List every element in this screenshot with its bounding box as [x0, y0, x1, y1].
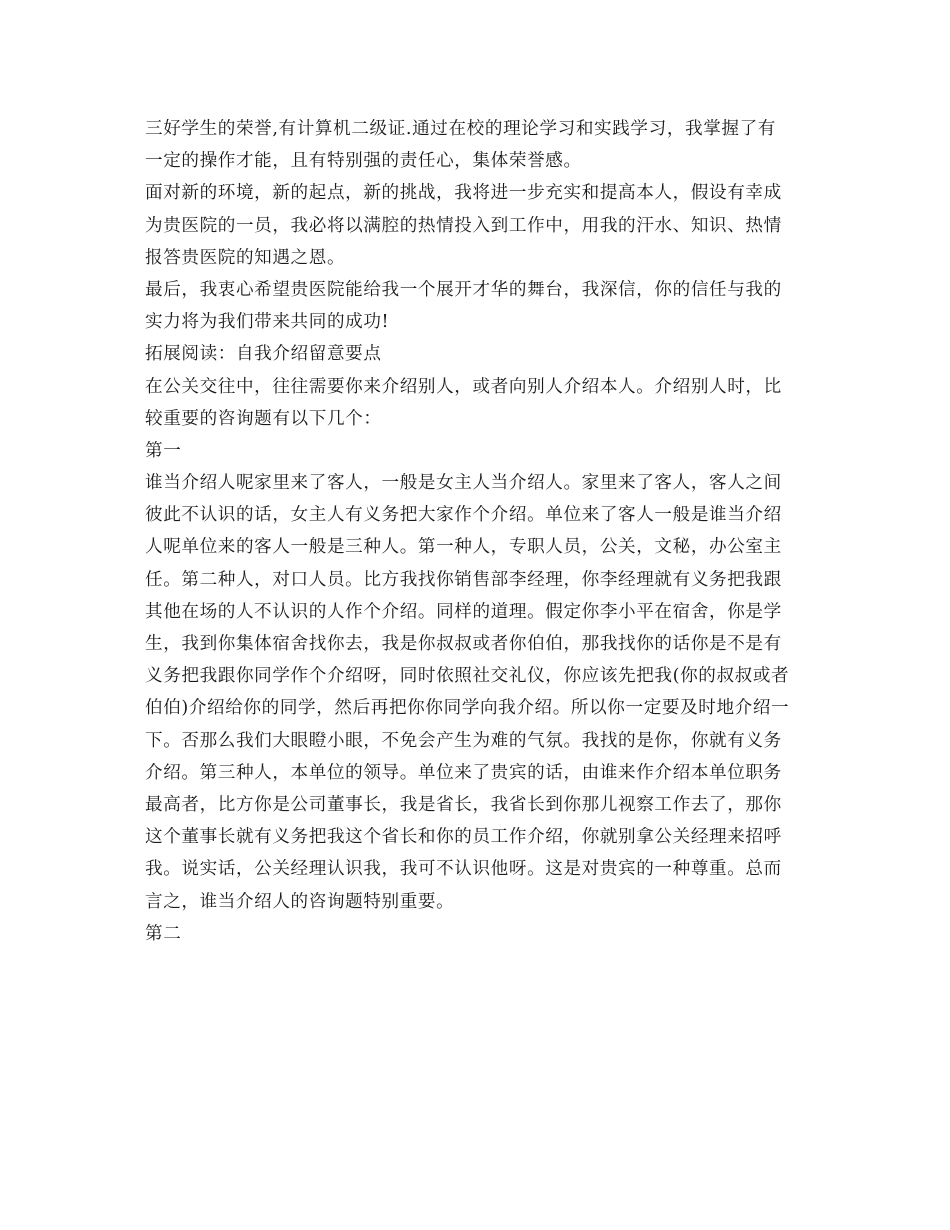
text-line: 介绍。第三种人，本单位的领导。单位来了贵宾的话，由谁来作介绍本单位职务: [145, 762, 782, 783]
text-line: 最高者，比方你是公司董事长，我是省长，我省长到你那儿视察工作去了，那你: [145, 794, 782, 815]
text-line: 三好学生的荣誉,有计算机二级证.通过在校的理论学习和实践学习，我掌握了有: [145, 119, 776, 139]
text-line: 下。否那么我们大眼瞪小眼，不免会产生为难的气氛。我找的是你，你就有义务: [145, 730, 782, 751]
subsection-heading: 第一: [145, 440, 182, 461]
text-line: 人呢单位来的客人一般是三种人。第一种人，专职人员，公关，文秘，办公室主: [145, 537, 782, 558]
text-line: 彼此不认识的话，女主人有义务把大家作个介绍。单位来了客人一般是谁当介绍: [145, 505, 782, 526]
text-line: 任。第二种人，对口人员。比方我找你销售部李经理，你李经理就有义务把我跟: [145, 569, 782, 590]
section-heading: 拓展阅读：自我介绍留意要点: [145, 344, 382, 365]
text-line: 谁当介绍人呢家里来了客人，一般是女主人当介绍人。家里来了客人，客人之间: [145, 473, 782, 494]
text-line: 为贵医院的一员，我必将以满腔的热情投入到工作中，用我的汗水、知识、热情: [145, 215, 782, 236]
text-line: 最后，我衷心希望贵医院能给我一个展开才华的舞台，我深信，你的信任与我的: [145, 279, 782, 300]
subsection-heading: 第二: [145, 923, 182, 944]
text-line: 较重要的咨询题有以下几个：: [145, 408, 382, 429]
text-line: 其他在场的人不认识的人作个介绍。同样的道理。假定你李小平在宿舍，你是学: [145, 601, 782, 622]
document-body: [145, 113, 805, 950]
text-line: 义务把我跟你同学作个介绍呀，同时依照社交礼仪，你应该先把我(你的叔叔或者: [145, 666, 790, 687]
text-line: 一定的操作才能，且有特别强的责任心，集体荣誉感。: [145, 151, 582, 172]
text-line: 生，我到你集体宿舍找你去，我是你叔叔或者你伯伯，那我找你的话你是不是有: [145, 634, 782, 654]
text-line: 在公关交往中，往往需要你来介绍别人，或者向别人介绍本人。介绍别人时，比: [145, 376, 782, 397]
text-line: 言之，谁当介绍人的咨询题特别重要。: [145, 891, 455, 912]
text-line: 报答贵医院的知遇之恩。: [145, 247, 346, 268]
text-line: 我。说实话，公关经理认识我，我可不认识他呀。这是对贵宾的一种尊重。总而: [145, 859, 782, 880]
text-line: 实力将为我们带来共同的成功!: [145, 312, 390, 333]
text-line: 面对新的环境，新的起点，新的挑战，我将进一步充实和提高本人，假设有幸成: [145, 183, 782, 204]
text-line: 伯伯)介绍给你的同学，然后再把你你同学向我介绍。所以你一定要及时地介绍一: [145, 698, 790, 719]
text-line: 这个董事长就有义务把我这个省长和你的员工作介绍，你就别拿公关经理来招呼: [145, 827, 782, 848]
